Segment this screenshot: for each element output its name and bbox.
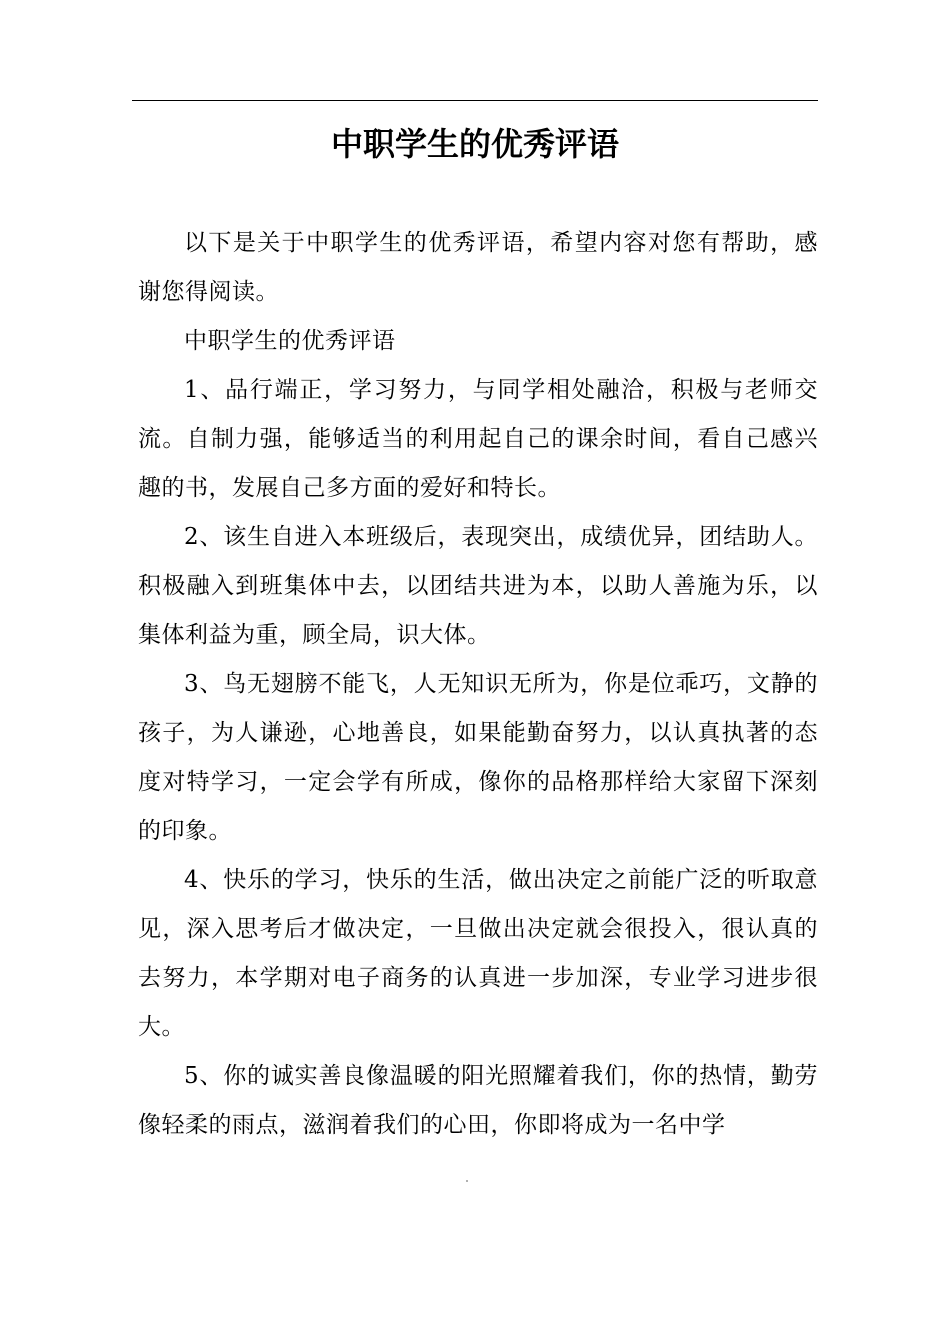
document-title: 中职学生的优秀评语	[330, 125, 619, 163]
header-rule	[132, 100, 818, 101]
comment-paragraph-1: 1、品行端正，学习努力，与同学相处融洽，积极与老师交流。自制力强，能够适当的利用起自己的课余时间，看自己感兴趣的书，发展自己多方面的爱好和特长。	[138, 377, 818, 501]
comment-paragraph-3: 3、鸟无翅膀不能飞，人无知识无所为，你是位乖巧，文静的孩子，为人谦逊，心地善良，如果能勤奋努力，以认真执著的态度对特学习，一定会学有所成，像你的品格那样给大家留下深刻的印象。	[138, 671, 818, 844]
comment-paragraph-4: 4、快乐的学习，快乐的生活，做出决定之前能广泛的听取意见，深入思考后才做决定，一旦做出决定就会很投入，很认真的去努力，本学期对电子商务的认真进一步加深，专业学习进步很大。	[138, 867, 818, 1040]
document-body	[138, 219, 818, 1150]
comment-paragraph-5: 5、你的诚实善良像温暖的阳光照耀着我们，你的热情，勤劳像轻柔的雨点，滋润着我们的心田，你即将成为一名中学	[138, 1063, 818, 1138]
footer-mark	[466, 1180, 468, 1182]
comment-paragraph-2: 2、该生自进入本班级后，表现突出，成绩优异，团结助人。积极融入到班集体中去，以团结共进为本，以助人善施为乐，以集体利益为重，顾全局，识大体。	[138, 524, 818, 648]
intro-paragraph: 以下是关于中职学生的优秀评语，希望内容对您有帮助，感谢您得阅读。	[138, 230, 818, 305]
section-heading: 中职学生的优秀评语	[184, 328, 396, 354]
